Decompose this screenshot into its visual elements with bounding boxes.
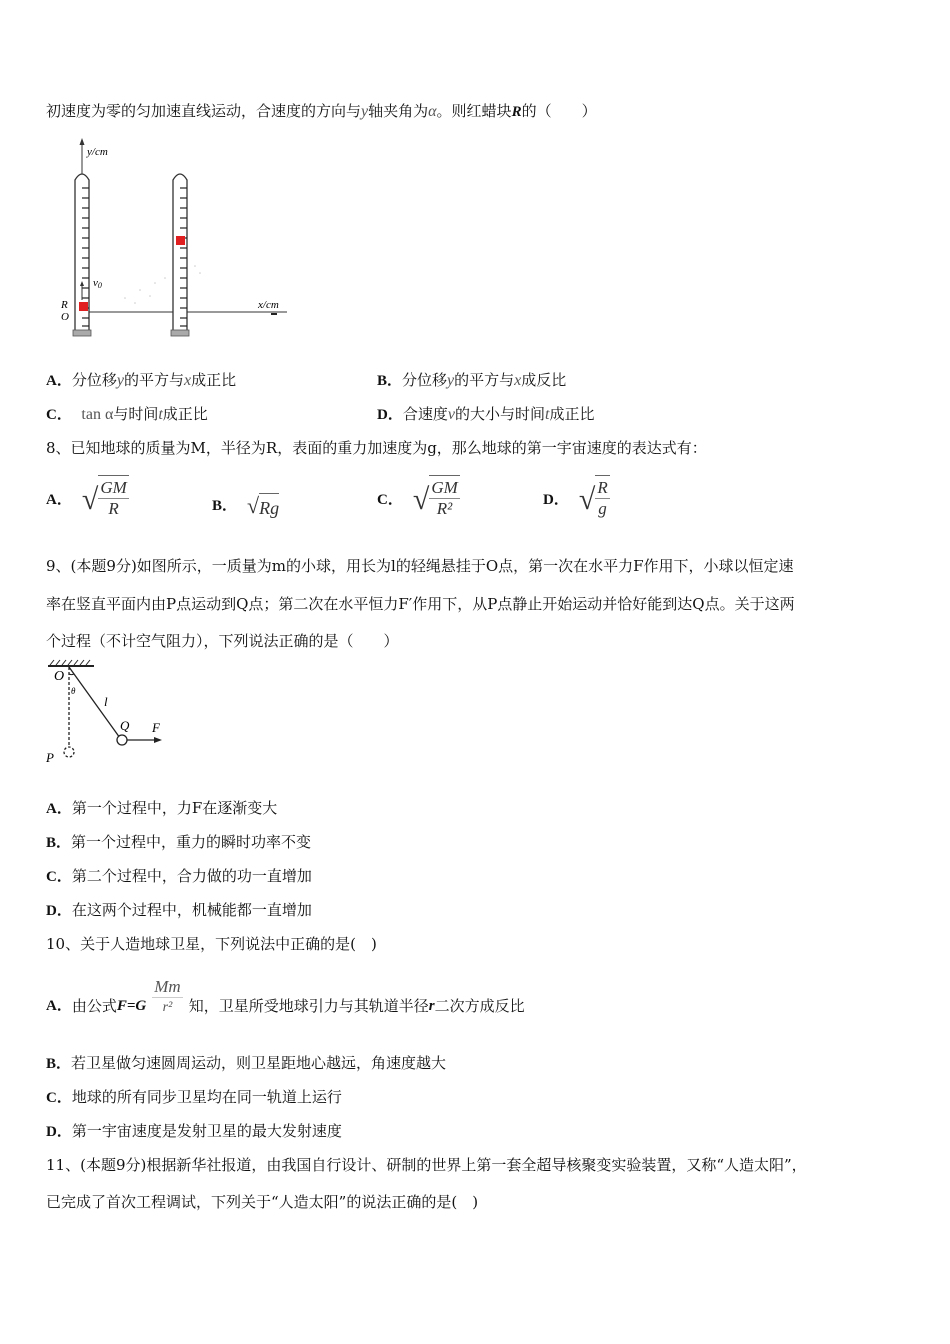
- y-axis-label: y/cm: [87, 146, 108, 158]
- q8-option-c: [377, 472, 460, 528]
- q11-stem-line2: 已完成了首次工程调试，下列关于“人造太阳”的说法正确的是( ): [46, 1193, 479, 1211]
- svg-text:P: P: [46, 750, 54, 765]
- svg-text:R: R: [61, 299, 68, 311]
- sqrt-Rg: √ Rg: [247, 492, 280, 518]
- svg-text:O: O: [61, 311, 69, 323]
- option-text: 与时间: [113, 405, 159, 423]
- option-label: A．: [46, 998, 72, 1014]
- x-axis-label: x/cm: [258, 299, 279, 311]
- option-label: C．: [46, 1090, 72, 1106]
- q9-option-d: [46, 900, 312, 921]
- var-y: y: [361, 103, 369, 120]
- q8-stem: 8、已知地球的质量为M，半径为R，表面的重力加速度为g，那么地球的第一宇宙速度的表达式有：: [46, 439, 707, 457]
- option-text: 分位移: [402, 371, 448, 389]
- option-text: 第一宇宙速度是发射卫星的最大发射速度: [71, 1122, 342, 1140]
- option-label: B．: [46, 835, 72, 851]
- q9-stem-line1: 9、(本题9分)如图所示，一质量为m的小球，用长为l的轻绳悬挂于O点，第一次在水平力F作用下，小球以恒定速: [46, 557, 794, 575]
- option-label: C．: [46, 407, 72, 423]
- q9-option-c: [46, 866, 312, 887]
- option-text: 成正比: [191, 371, 237, 389]
- svg-text:v0: v0: [93, 277, 102, 290]
- q10-option-d: [46, 1121, 342, 1142]
- q7-option-c: [46, 404, 208, 425]
- q8-option-b: [212, 486, 279, 526]
- stem-text: 的（ ）: [521, 102, 597, 120]
- option-label: D．: [46, 1124, 72, 1140]
- option-text: 的平方与: [123, 371, 184, 389]
- option-text: 成正比: [549, 405, 595, 423]
- option-text: 第一个过程中，力F在逐渐变大: [71, 799, 278, 817]
- svg-text:l: l: [104, 694, 108, 709]
- option-text: 合速度: [402, 405, 448, 423]
- sqrt-GM-over-R: √ $\frac{GM}{R}$: [82, 475, 129, 525]
- option-text: 的平方与: [454, 371, 515, 389]
- var-alpha: α: [428, 103, 437, 120]
- option-label: A．: [46, 801, 72, 817]
- svg-text:θ: θ: [71, 686, 76, 696]
- var-tan-alpha: tan α: [81, 406, 114, 423]
- var: t: [158, 406, 163, 423]
- var: v: [447, 406, 455, 423]
- q11-stem-line1: 11、(本题9分)根据新华社报道，由我国自行设计、研制的世界上第一套全超导核聚变实验装置，又称“人造太阳”，: [46, 1156, 807, 1174]
- sqrt-GM-over-R2: √ $\frac{GM}{\text{R²}}$: [413, 475, 460, 525]
- q7-stem-tail: [46, 101, 597, 122]
- option-text: 地球的所有同步卫星均在同一轨道上运行: [71, 1088, 342, 1106]
- option-text: 的大小与时间: [454, 405, 545, 423]
- var-R: R: [511, 104, 522, 120]
- option-text: 分位移: [71, 371, 117, 389]
- option-label: B．: [377, 373, 403, 389]
- fraction-Mm-over-r2: $\frac{Mm}{\text{r²}}$: [152, 977, 182, 1018]
- option-label: C．: [46, 869, 72, 885]
- var: x: [514, 372, 522, 389]
- option-text: 若卫星做匀速圆周运动，则卫星距地心越远，角速度越大: [71, 1054, 447, 1072]
- pendulum-figure: [44, 658, 166, 766]
- var: y: [447, 372, 455, 389]
- red-block-later: [176, 236, 185, 245]
- option-label: D．: [377, 407, 403, 423]
- q10-option-c: [46, 1087, 342, 1108]
- option-text: 二次方成反比: [434, 997, 525, 1015]
- option-label: C．: [377, 492, 403, 508]
- option-label: B．: [212, 498, 238, 514]
- option-label: A．: [46, 492, 72, 508]
- var: y: [116, 372, 124, 389]
- option-text: 第一个过程中，重力的瞬时功率不变: [71, 833, 312, 851]
- svg-text:F: F: [152, 720, 160, 735]
- q10-option-b: [46, 1053, 446, 1074]
- option-label: D．: [46, 903, 72, 919]
- option-label: A．: [46, 373, 72, 389]
- q9-stem-line2: 率在竖直平面内由P点运动到Q点；第二次在水平恒力F′作用下，从P点静止开始运动并恰好能到达Q点。关于这两: [46, 595, 795, 613]
- var-r: r: [428, 998, 435, 1014]
- q9-option-b: [46, 832, 311, 853]
- q7-option-d: [377, 404, 594, 425]
- q9-stem-line3: 个过程（不计空气阻力），下列说法正确的是（ ）: [46, 632, 399, 650]
- red-block-initial: [79, 302, 88, 311]
- svg-text:Q: Q: [120, 718, 130, 733]
- sqrt-R-over-g: √ $\frac{R}{g}$: [579, 475, 610, 525]
- q10-stem: 10、关于人造地球卫星，下列说法中正确的是( ): [46, 935, 377, 953]
- option-text: 由公式: [71, 997, 117, 1015]
- q8-option-a: [46, 472, 129, 528]
- var: t: [544, 406, 550, 423]
- option-text: 成反比: [521, 371, 567, 389]
- svg-text:O: O: [54, 669, 65, 684]
- q8-option-d: [543, 472, 610, 528]
- option-label: D．: [543, 492, 569, 508]
- option-label: B．: [46, 1056, 72, 1072]
- stem-text: 初速度为零的匀加速直线运动，合速度的方向与: [46, 102, 362, 120]
- q9-option-a: [46, 798, 277, 819]
- q7-option-b: [377, 370, 566, 391]
- stem-text: 。则红蜡块: [436, 102, 512, 120]
- option-text: 知，卫星所受地球引力与其轨道半径: [188, 997, 429, 1015]
- tube-figure: [55, 138, 295, 343]
- q10-option-a: [46, 966, 525, 1018]
- option-text: 第二个过程中，合力做的功一直增加: [71, 867, 312, 885]
- formula: F=G: [116, 998, 147, 1014]
- option-text: 在这两个过程中，机械能都一直增加: [71, 901, 312, 919]
- stem-text: 轴夹角为: [368, 102, 429, 120]
- option-text: 成正比: [162, 405, 208, 423]
- q7-option-a: [46, 370, 236, 391]
- var: x: [183, 372, 192, 389]
